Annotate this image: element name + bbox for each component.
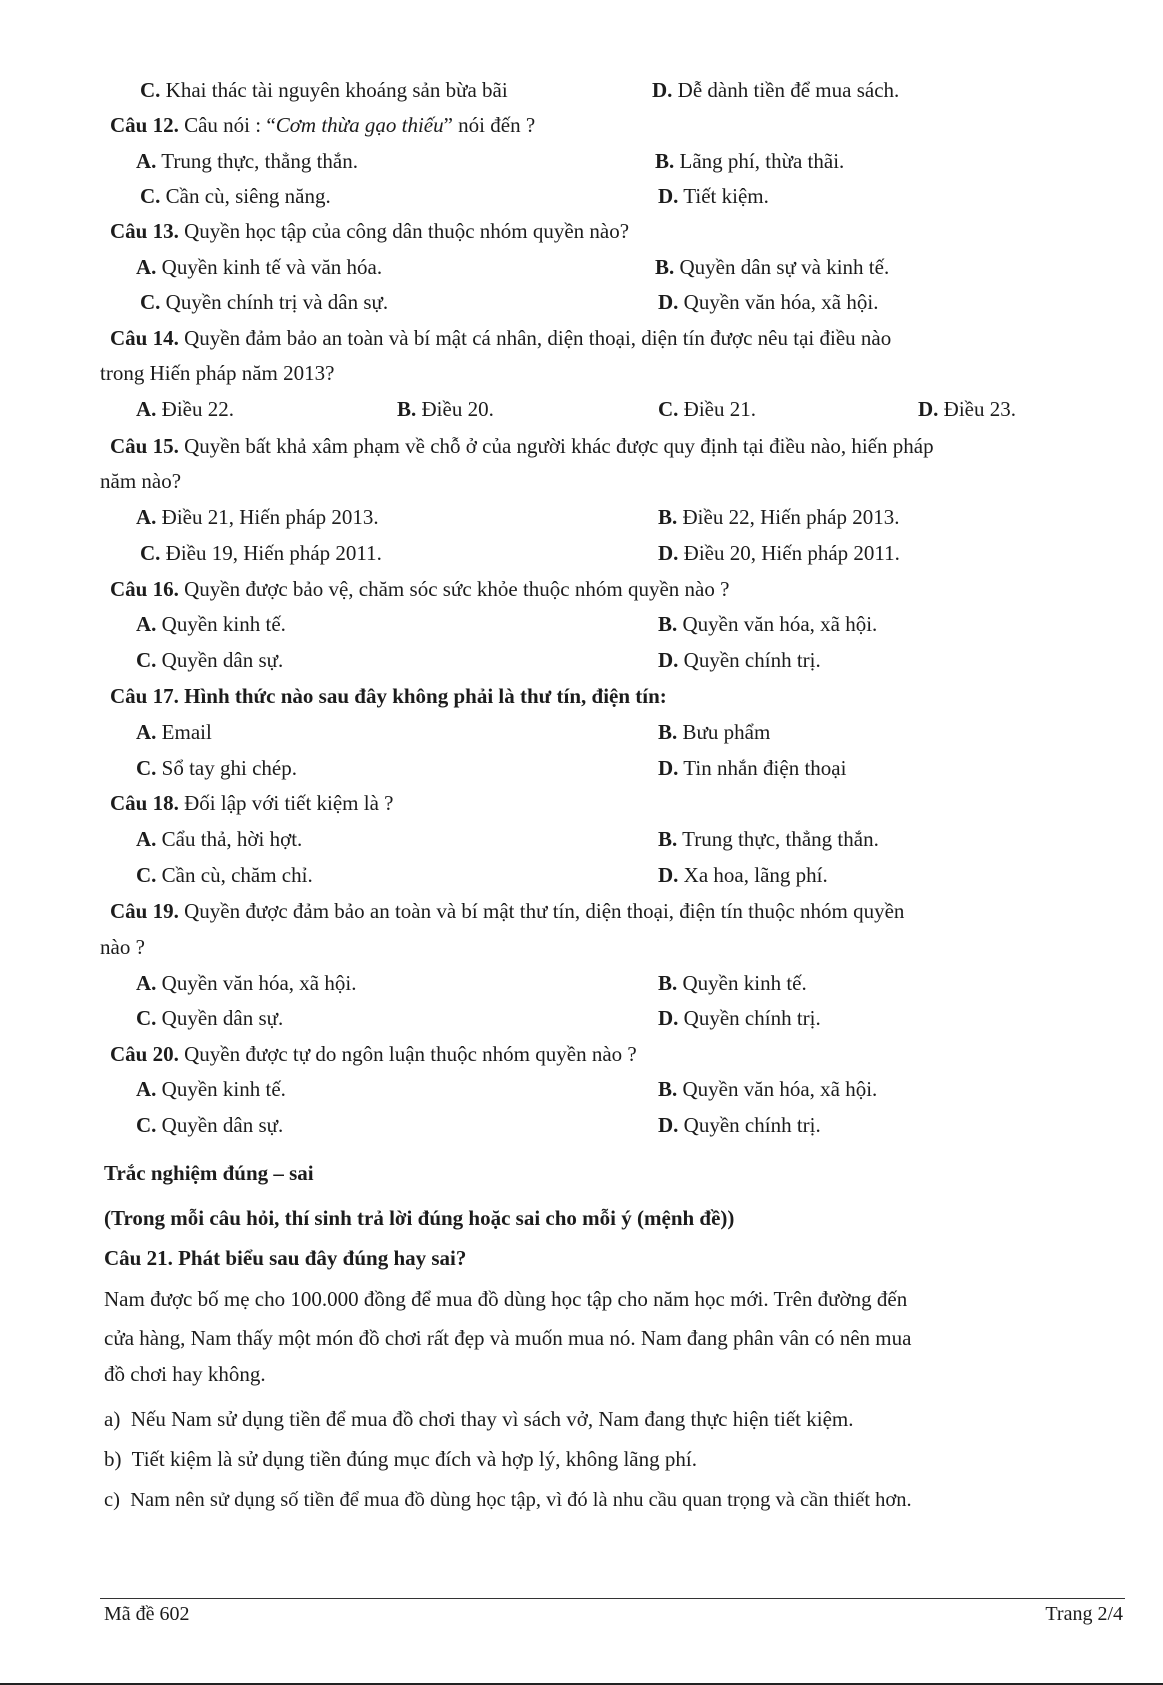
q12-option-c: C. Cần cù, siêng năng. — [140, 184, 331, 208]
question-18: Câu 18. Đối lập với tiết kiệm là ? — [110, 791, 394, 815]
q13-option-c: C. Quyền chính trị và dân sự. — [140, 290, 389, 314]
q21-paragraph-line-1: Nam được bố mẹ cho 100.000 đồng để mua đồ dùng học tập cho năm học mới. Trên đường đến — [104, 1287, 908, 1311]
question-17: Câu 17. Hình thức nào sau đây không phải là thư tín, điện tín: — [110, 684, 667, 708]
q12-option-b: B. Lãng phí, thừa thãi. — [655, 149, 845, 173]
q15-option-b: B. Điều 22, Hiến pháp 2013. — [658, 505, 900, 529]
q17-option-c: C. Sổ tay ghi chép. — [136, 756, 297, 780]
section-instruction: (Trong mỗi câu hỏi, thí sinh trả lời đúng hoặc sai cho mỗi ý (mệnh đề)) — [104, 1206, 735, 1230]
q14-option-c: C. Điều 21. — [658, 397, 756, 421]
q16-option-d: D. Quyền chính trị. — [658, 648, 821, 672]
question-14: Câu 14. Quyền đảm bảo an toàn và bí mật cá nhân, diện thoại, diện tín được nêu tại điều nào — [110, 326, 892, 350]
q16-option-a: A. Quyền kinh tế. — [136, 612, 286, 636]
q18-option-a: A. Cẩu thả, hời hợt. — [136, 827, 303, 851]
q17-option-a: A. Email — [136, 720, 212, 744]
q15-option-a: A. Điều 21, Hiến pháp 2013. — [136, 505, 379, 529]
q19-option-a: A. Quyền văn hóa, xã hội. — [136, 971, 357, 995]
q21-paragraph-line-3: đồ chơi hay không. — [104, 1362, 266, 1386]
question-19-cont: nào ? — [100, 935, 145, 959]
q19-option-b: B. Quyền kinh tế. — [658, 971, 807, 995]
q20-option-d: D. Quyền chính trị. — [658, 1113, 821, 1137]
question-16: Câu 16. Quyền được bảo vệ, chăm sóc sức khỏe thuộc nhóm quyền nào ? — [110, 577, 730, 601]
q14-option-d: D. Điều 23. — [918, 397, 1016, 421]
exam-code: Mã đề 602 — [104, 1603, 190, 1625]
q13-option-a: A. Quyền kinh tế và văn hóa. — [136, 255, 383, 279]
q18-option-c: C. Cần cù, chăm chỉ. — [136, 863, 313, 887]
q18-option-b: B. Trung thực, thẳng thắn. — [658, 827, 879, 851]
question-12: Câu 12. Câu nói : “Cơm thừa gạo thiếu” nói đến ? — [110, 113, 536, 137]
question-21: Câu 21. Phát biểu sau đây đúng hay sai? — [104, 1246, 467, 1270]
q20-option-c: C. Quyền dân sự. — [136, 1113, 284, 1137]
q15-option-c: C. Điều 19, Hiến pháp 2011. — [140, 541, 382, 565]
q15-option-d: D. Điều 20, Hiến pháp 2011. — [658, 541, 900, 565]
q20-option-a: A. Quyền kinh tế. — [136, 1077, 286, 1101]
question-13: Câu 13. Quyền học tập của công dân thuộc nhóm quyền nào? — [110, 219, 630, 243]
q17-option-b: B. Bưu phẩm — [658, 720, 771, 744]
q12-option-d: D. Tiết kiệm. — [658, 184, 769, 208]
q21-statement-c: c) Nam nên sử dụng số tiền để mua đồ dùng học tập, vì đó là nhu cầu quan trọng và cần thiết hơn. — [104, 1489, 912, 1511]
question-14-cont: trong Hiến pháp năm 2013? — [100, 361, 335, 385]
q12-option-a: A. Trung thực, thẳng thắn. — [136, 149, 358, 173]
option-d-q11: D. Dễ dành tiền để mua sách. — [652, 78, 900, 102]
q14-option-a: A. Điều 22. — [136, 397, 234, 421]
question-19: Câu 19. Quyền được đảm bảo an toàn và bí mật thư tín, diện thoại, điện tín thuộc nhóm quyền — [110, 899, 905, 923]
page-number: Trang 2/4 — [1045, 1603, 1123, 1625]
q13-option-b: B. Quyền dân sự và kinh tế. — [655, 255, 890, 279]
q13-option-d: D. Quyền văn hóa, xã hội. — [658, 290, 879, 314]
q19-option-c: C. Quyền dân sự. — [136, 1006, 284, 1030]
section-heading-true-false: Trắc nghiệm đúng – sai — [104, 1161, 314, 1185]
question-20: Câu 20. Quyền được tự do ngôn luận thuộc nhóm quyền nào ? — [110, 1042, 637, 1066]
q16-option-b: B. Quyền văn hóa, xã hội. — [658, 612, 878, 636]
q16-option-c: C. Quyền dân sự. — [136, 648, 284, 672]
question-15: Câu 15. Quyền bất khả xâm phạm về chỗ ở của người khác được quy định tại điều nào, hiến pháp — [110, 434, 934, 458]
q17-option-d: D. Tin nhắn điện thoại — [658, 756, 847, 780]
option-c-q11: C. Khai thác tài nguyên khoáng sản bừa bãi — [140, 78, 508, 102]
q20-option-b: B. Quyền văn hóa, xã hội. — [658, 1077, 878, 1101]
q21-statement-b: b) Tiết kiệm là sử dụng tiền đúng mục đích và hợp lý, không lãng phí. — [104, 1447, 697, 1471]
q18-option-d: D. Xa hoa, lãng phí. — [658, 863, 828, 887]
q21-statement-a: a) Nếu Nam sử dụng tiền để mua đồ chơi thay vì sách vở, Nam đang thực hiện tiết kiệm. — [104, 1407, 854, 1431]
footer-divider — [100, 1598, 1125, 1599]
question-15-cont: năm nào? — [100, 469, 182, 493]
q14-option-b: B. Điều 20. — [397, 397, 494, 421]
q21-paragraph-line-2: cửa hàng, Nam thấy một món đồ chơi rất đẹp và muốn mua nó. Nam đang phân vân có nên mua — [104, 1326, 912, 1350]
q19-option-d: D. Quyền chính trị. — [658, 1006, 821, 1030]
